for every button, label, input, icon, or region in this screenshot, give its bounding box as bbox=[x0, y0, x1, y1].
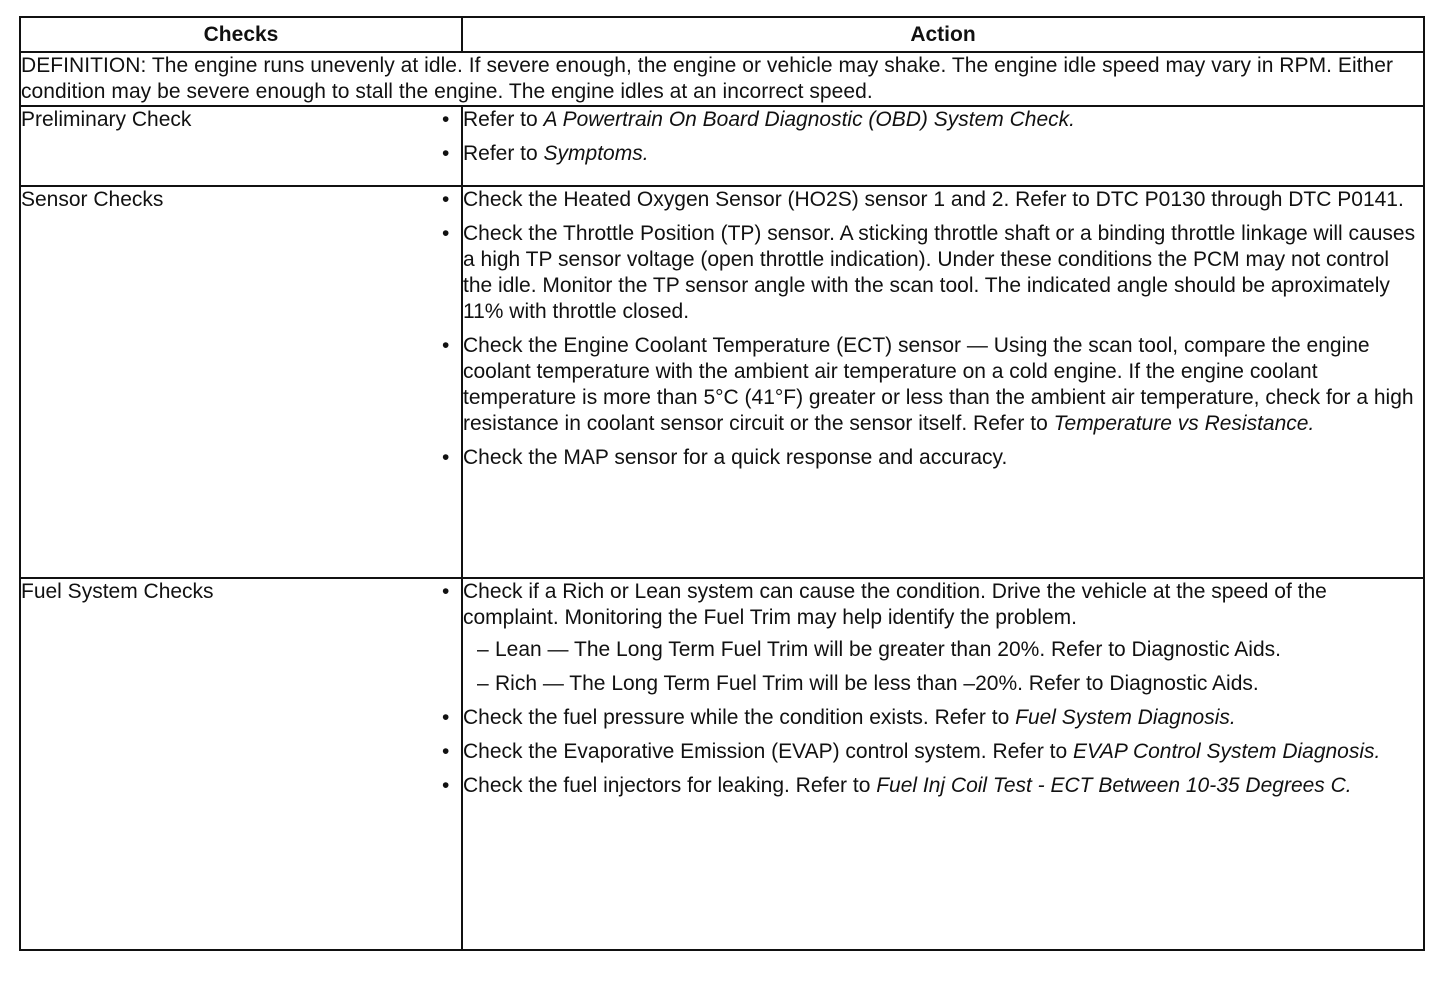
table-row-sensor-checks bbox=[20, 186, 1424, 578]
action-text: Check the Evaporative Emission (EVAP) control system. Refer to bbox=[463, 740, 1074, 763]
action-bullet bbox=[463, 705, 1423, 731]
symptoms-reference[interactable]: Symptoms. bbox=[543, 142, 649, 165]
action-text: Check the fuel pressure while the condition exists. Refer to bbox=[463, 706, 1016, 729]
definition-row bbox=[20, 52, 1424, 106]
action-bullet bbox=[463, 333, 1423, 437]
table-row-fuel-system-checks bbox=[20, 578, 1424, 950]
action-text: Refer to bbox=[463, 108, 544, 131]
action-bullet bbox=[463, 773, 1423, 799]
check-name-fuel: Fuel System Checks bbox=[20, 578, 462, 950]
action-bullet bbox=[463, 107, 1423, 133]
temperature-vs-resistance-reference[interactable]: Temperature vs Resistance. bbox=[1053, 412, 1315, 435]
check-name-preliminary: Preliminary Check bbox=[20, 106, 462, 186]
fuel-inj-coil-test-reference[interactable]: Fuel Inj Coil Test - ECT Between 10-35 Degrees C. bbox=[876, 774, 1352, 797]
actions-preliminary bbox=[462, 106, 1424, 186]
diagnostic-table bbox=[19, 16, 1425, 951]
checks-column-header: Checks bbox=[20, 17, 462, 52]
sub-item-lean: – Lean — The Long Term Fuel Trim will be greater than 20%. Refer to Diagnostic Aids. bbox=[495, 637, 1423, 663]
action-bullet bbox=[463, 141, 1423, 167]
sub-item-rich: – Rich — The Long Term Fuel Trim will be less than –20%. Refer to Diagnostic Aids. bbox=[495, 671, 1423, 697]
table-row-preliminary-check bbox=[20, 106, 1424, 186]
action-column-header: Action bbox=[462, 17, 1424, 52]
action-text: Check the fuel injectors for leaking. Refer to bbox=[463, 774, 877, 797]
actions-sensor bbox=[462, 186, 1424, 578]
actions-fuel bbox=[462, 578, 1424, 950]
action-bullet: • Check the MAP sensor for a quick response and accuracy. bbox=[463, 445, 1423, 471]
fuel-system-diagnosis-reference[interactable]: Fuel System Diagnosis. bbox=[1015, 706, 1236, 729]
check-name-sensor: Sensor Checks bbox=[20, 186, 462, 578]
header-row bbox=[20, 17, 1424, 52]
evap-control-system-diagnosis-reference[interactable]: EVAP Control System Diagnosis. bbox=[1073, 740, 1381, 763]
obd-system-check-reference[interactable]: A Powertrain On Board Diagnostic (OBD) System Check. bbox=[543, 108, 1075, 131]
definition-text: DEFINITION: The engine runs unevenly at idle. If severe enough, the engine or vehicle may shake. The engine idle speed may vary in RPM. Either condition may be severe enough to stall the engine. The engine idles at an incorrect speed. bbox=[20, 52, 1424, 106]
action-bullet bbox=[463, 739, 1423, 765]
action-text: Check the Engine Coolant Temperature (ECT) sensor — Using the scan tool, compare the engine coolant temperature with the ambient air temperature on a cold engine. If the engine coolant temperature is more than 5°C (41°F) greater or less than the ambient air temperature, check for a high resistance in coolant sensor circuit or the sensor itself. Refer to bbox=[463, 334, 1414, 435]
action-bullet: • Check the Heated Oxygen Sensor (HO2S) sensor 1 and 2. Refer to DTC P0130 through DTC P0141. bbox=[463, 187, 1423, 213]
action-bullet bbox=[463, 579, 1423, 697]
action-text: Check if a Rich or Lean system can cause the condition. Drive the vehicle at the speed of the complaint. Monitoring the Fuel Trim may help identify the problem. bbox=[463, 580, 1327, 629]
action-text: Refer to bbox=[463, 142, 544, 165]
action-bullet: • Check the Throttle Position (TP) sensor. A sticking throttle shaft or a binding throttle linkage will causes a high TP sensor voltage (open throttle indication). Under these conditions the PCM may not control the idle. Monitor the TP sensor angle with the scan tool. The indicated angle should be aproximately 11% with throttle closed. bbox=[463, 221, 1423, 325]
